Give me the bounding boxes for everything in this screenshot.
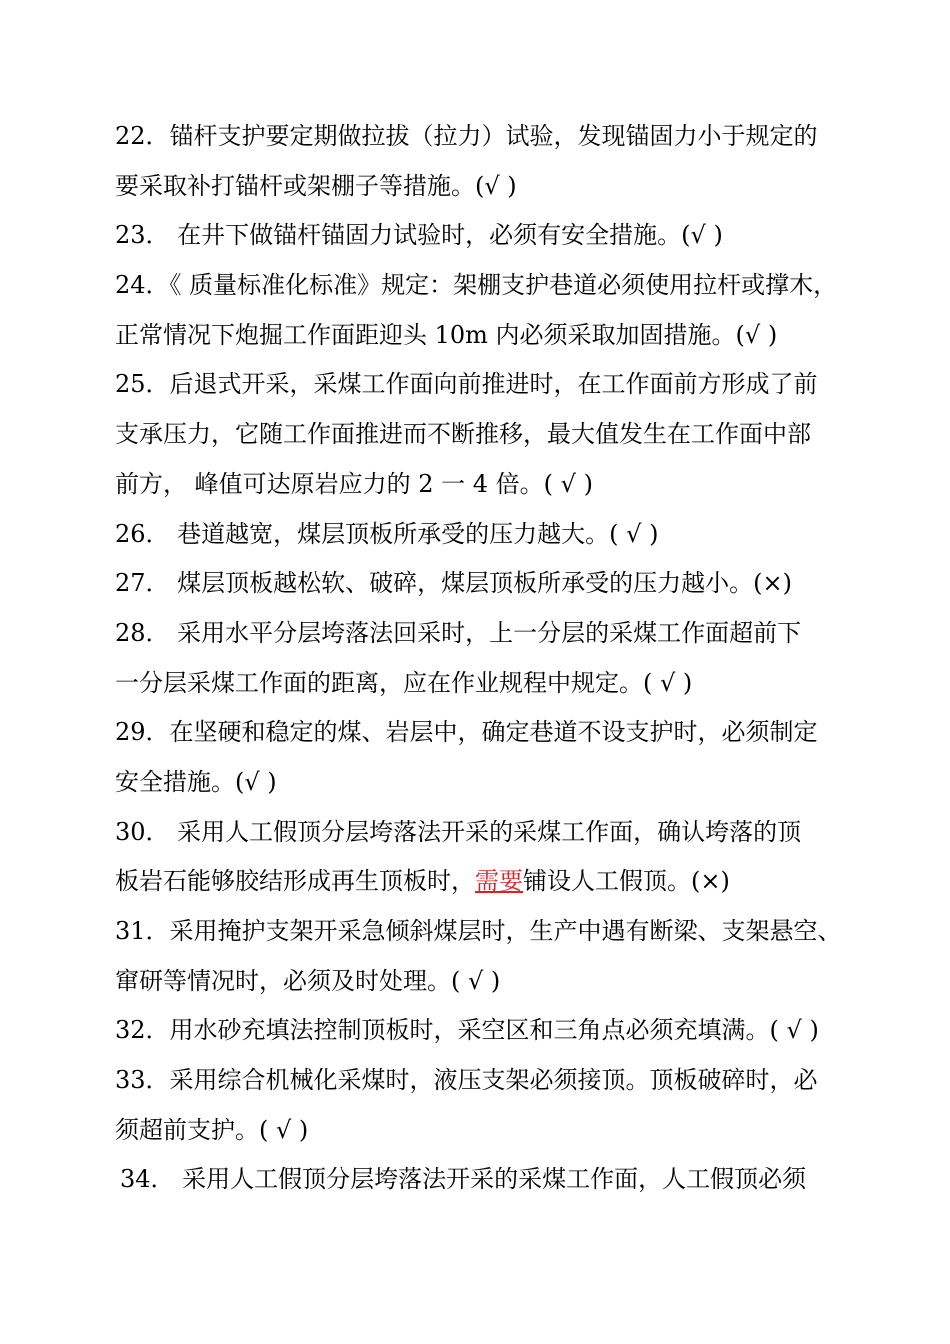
text-line: 窜研等情况时，必须及时处理。( √ ) [115, 966, 501, 995]
question-32 [115, 1006, 855, 1056]
question-23 [115, 211, 855, 261]
text-line: 支承压力，它随工作面推进而不断推移，最大值发生在工作面中部 [115, 420, 811, 449]
text-line: 27． 煤层顶板越松软、破碎，煤层顶板所承受的压力越小。(×) [115, 569, 793, 598]
question-list [115, 112, 855, 1205]
text-line: 34． 采用人工假顶分层垮落法开采的采煤工作面，人工假顶必须 [120, 1165, 807, 1194]
question-28 [115, 609, 855, 708]
question-27 [115, 559, 855, 609]
text-line: 33．采用综合机械化采煤时，液压支架必须接顶。顶板破碎时，必 [115, 1066, 818, 1095]
question-31 [115, 907, 855, 1006]
question-24 [115, 261, 855, 360]
question-22 [115, 112, 855, 211]
text-line: 须超前支护。( √ ) [115, 1115, 309, 1144]
text-line: 24．《 质量标准化标准》规定：架棚支护巷道必须使用拉杆或撑木， [115, 271, 838, 300]
text-line: 29．在坚硬和稳定的煤、岩层中，确定巷道不设支护时，必须制定 [115, 718, 818, 747]
question-29 [115, 708, 855, 807]
text-line: 一分层采煤工作面的距离，应在作业规程中规定。( √ ) [115, 668, 693, 697]
text-line: 32．用水砂充填法控制顶板时，采空区和三角点必须充填满。( √ ) [115, 1016, 819, 1045]
text-line: 25．后退式开采，采煤工作面向前推进时，在工作面前方形成了前 [115, 370, 818, 399]
text-fragment: 铺设人工假顶。(×) [523, 867, 730, 896]
question-34 [115, 1155, 855, 1205]
question-26 [115, 510, 855, 560]
text-line: 正常情况下炮掘工作面距迎头 10m 内必须采取加固措施。(√ ) [115, 320, 778, 349]
text-line: 30． 采用人工假顶分层垮落法开采的采煤工作面，确认垮落的顶 [115, 817, 802, 846]
text-line: 22．锚杆支护要定期做拉拔（拉力）试验，发现锚固力小于规定的 [115, 122, 818, 150]
question-30 [115, 808, 855, 907]
text-line: 前方， 峰值可达原岩应力的 2 一 4 倍。( √ ) [115, 469, 593, 498]
text-line: 安全措施。(√ ) [115, 767, 277, 796]
text-line: 26． 巷道越宽，煤层顶板所承受的压力越大。( √ ) [115, 519, 659, 548]
question-33 [115, 1056, 855, 1155]
text-line: 31．采用掩护支架开采急倾斜煤层时，生产中遇有断梁、支架悬空、 [115, 917, 842, 945]
marked-word: 需要 [475, 867, 523, 896]
text-line: 23． 在井下做锚杆锚固力试验时，必须有安全措施。(√ ) [115, 221, 723, 250]
text-fragment: 板岩石能够胶结形成再生顶板时， [115, 867, 475, 896]
text-line-with-marked-word [115, 857, 855, 907]
text-line: 要采取补打锚杆或架棚子等措施。(√ ) [115, 171, 517, 200]
question-25 [115, 360, 855, 509]
text-line: 28． 采用水平分层垮落法回采时，上一分层的采煤工作面超前下 [115, 618, 802, 647]
